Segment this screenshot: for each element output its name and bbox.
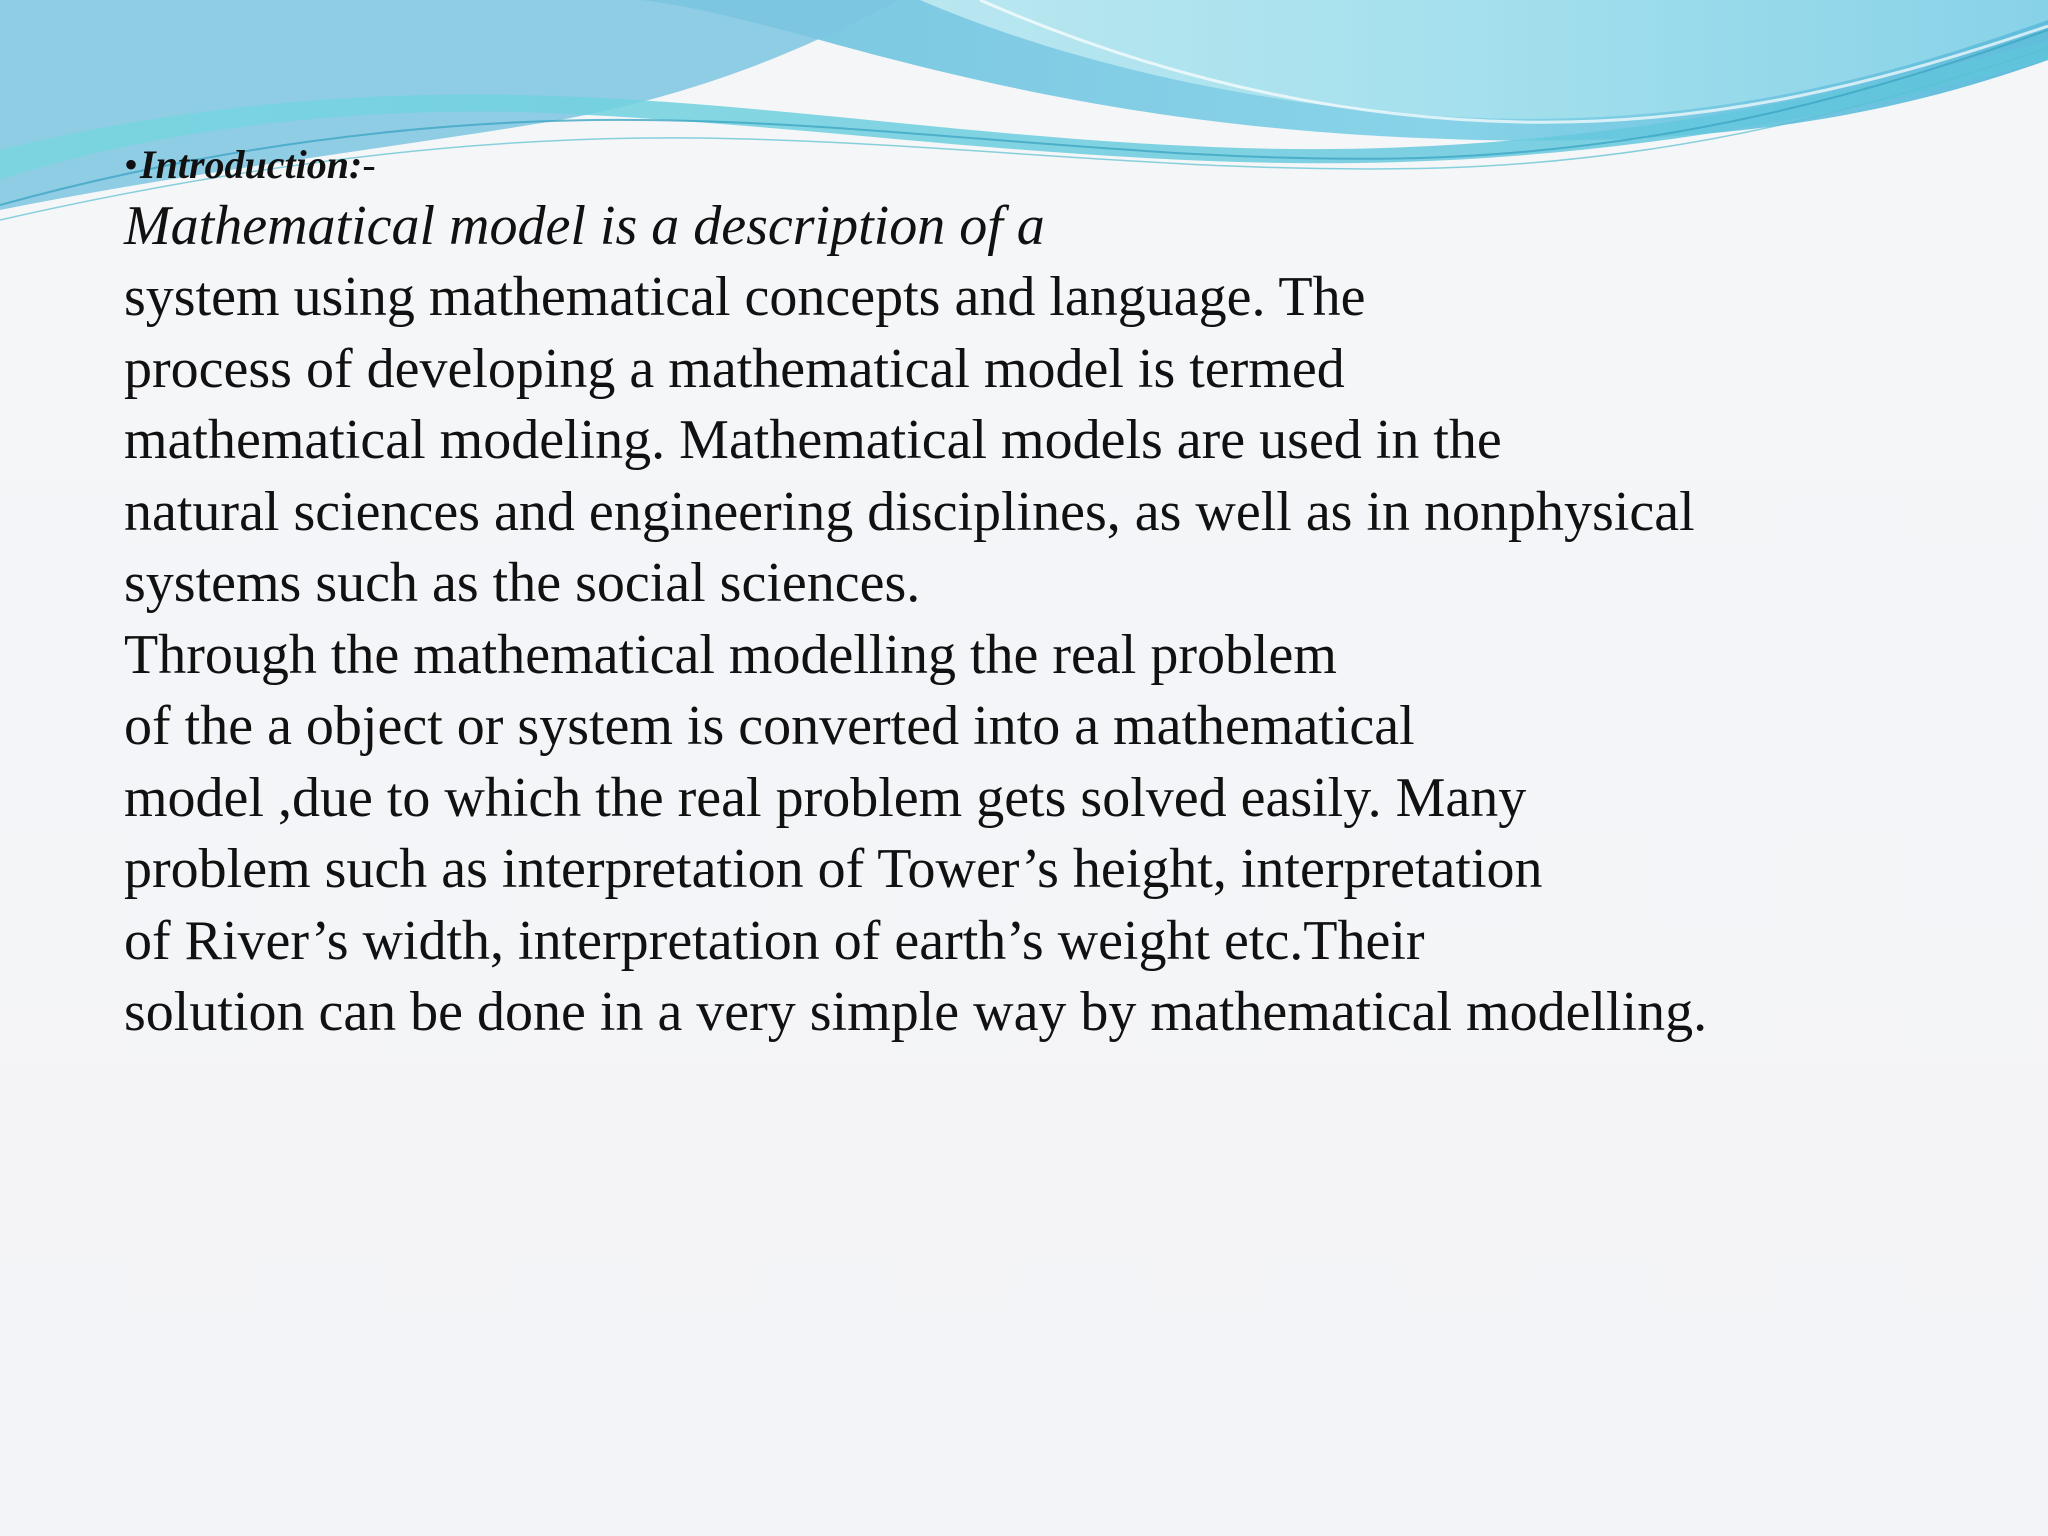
body-line: natural sciences and engineering disciplines, as well as in nonphysical xyxy=(124,480,1695,543)
body-line: of River’s width, interpretation of earth’s weight etc.Their xyxy=(124,909,1425,972)
body-line: of the a object or system is converted into a mathematical xyxy=(124,695,1415,757)
body-line: problem such as interpretation of Tower’s height, interpretation xyxy=(124,838,1543,900)
heading-dash: - xyxy=(362,142,376,187)
body-line: solution can be done in a very simple way by mathematical modelling. xyxy=(124,981,1708,1043)
slide-content xyxy=(124,140,2004,1049)
body-line: mathematical modeling. Mathematical models are used in the xyxy=(124,409,1502,471)
body-line: Through the mathematical modelling the real problem xyxy=(124,623,1337,686)
heading-label: Introduction: xyxy=(140,142,363,187)
body-line: systems such as the social sciences. xyxy=(124,552,921,614)
body-line: model ,due to which the real problem gets solved easily. Many xyxy=(124,766,1527,829)
body-line: process of developing a mathematical model is termed xyxy=(124,337,1345,400)
lead-sentence: Mathematical model is a description of a xyxy=(124,195,1045,257)
section-heading xyxy=(124,140,2004,190)
body-line: system using mathematical concepts and language. The xyxy=(124,266,1366,328)
bullet-marker: • xyxy=(124,142,139,187)
